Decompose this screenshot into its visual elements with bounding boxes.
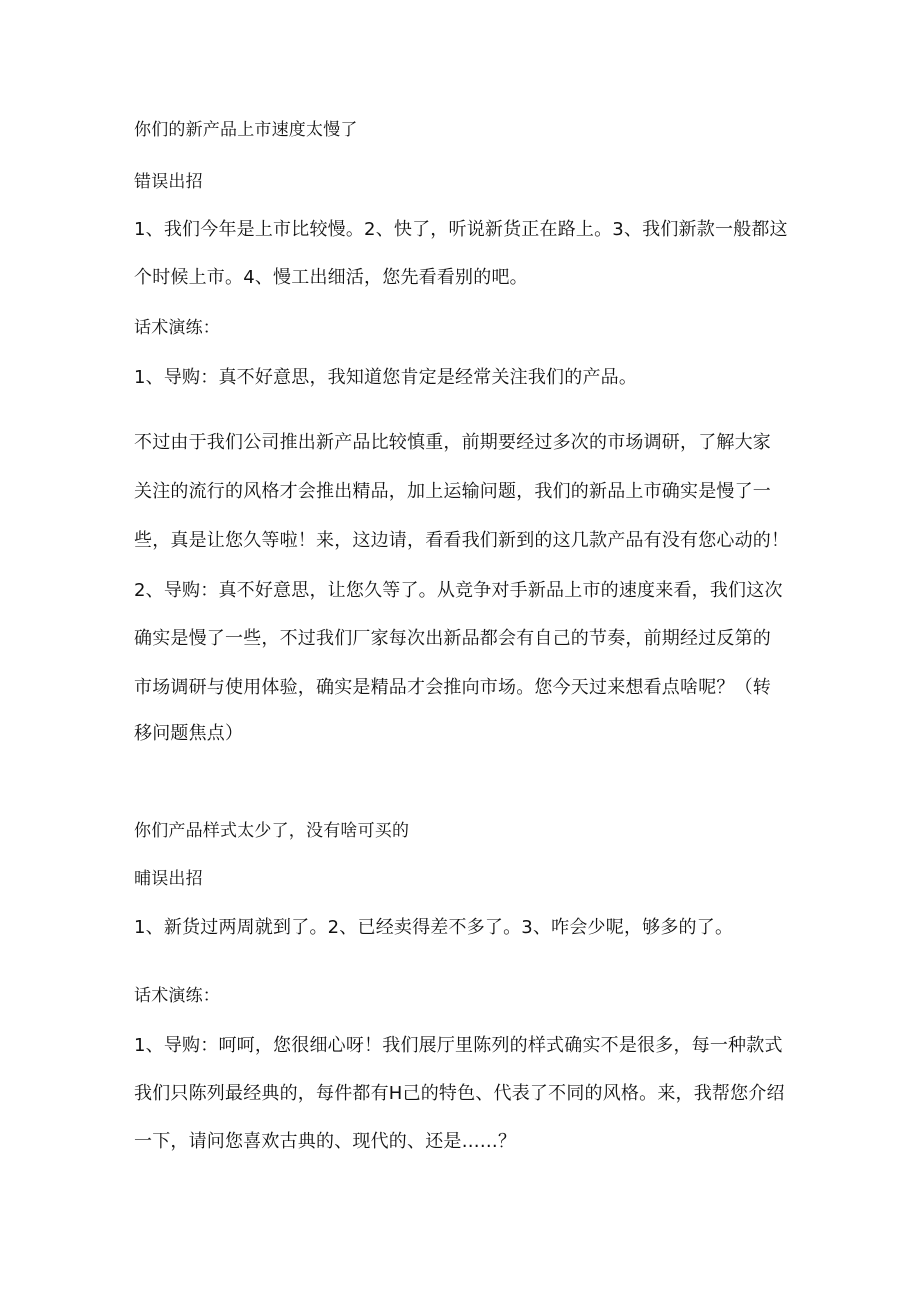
section1-answer2-line: 移问题焦点） (134, 723, 244, 744)
section2-answer1-line: 1、导购：呵呵，您很细心呀！我们展厅里陈列的样式确实不是很多，每一种款式 (134, 1035, 783, 1056)
section1-wrong-line: 1、我们今年是上市比较慢。2、快了，听说新货正在路上。3、我们新款一般都这 (134, 219, 788, 240)
section1-answer1-cont: 关注的流行的风格才会推出精品，加上运输问题，我们的新品上市确实是慢了一 (134, 481, 771, 502)
section2-answer1-line: 一下，请问您喜欢古典的、现代的、还是……？ (134, 1131, 517, 1152)
section2-practice-label: 话术演练： (134, 986, 220, 1006)
section1-answer1-cont: 些，真是让您久等啦！来，这边请，看看我们新到的这几款产品有没有您心动的！ (134, 530, 790, 551)
section2-wrong-line: 1、新货过两周就到了。2、已经卖得差不多了。3、咋会少呢，够多的了。 (134, 917, 734, 938)
section1-wrong-line: 个时候上市。4、慢工出细活，您先看看别的吧。 (134, 267, 528, 288)
section1-practice-label: 话术演练： (134, 318, 220, 338)
section1-answer1-cont: 不过由于我们公司推出新产品比较慎重，前期要经过多次的市场调研，了解大家 (134, 432, 771, 453)
section1-answer1-line: 1、导购：真不好意思，我知道您肯定是经常关注我们的产品。 (134, 367, 638, 388)
section2-title: 你们产品样式太少了，没有啥可买的 (134, 821, 410, 841)
section2-wrong-label: 晡误出招 (134, 869, 203, 889)
section1-answer2-line: 确实是慢了一些，不过我们厂家每次出新品都会有自己的节奏，前期经过反第的 (134, 628, 771, 649)
section1-title: 你们的新产品上市速度太慢了 (134, 120, 358, 140)
section1-answer2-line: 2、导购：真不好意思，让您久等了。从竞争对手新品上市的速度来看，我们这次 (134, 580, 783, 601)
section2-answer1-line: 我们只陈列最经典的，每件都有H己的特色、代表了不同的风格。来，我帮您介绍 (134, 1083, 785, 1104)
section1-answer2-line: 市场调研与使用体验，确实是精品才会推向市场。您今天过来想看点啥呢？（转 (134, 677, 771, 698)
section1-wrong-label: 错误出招 (134, 172, 203, 192)
